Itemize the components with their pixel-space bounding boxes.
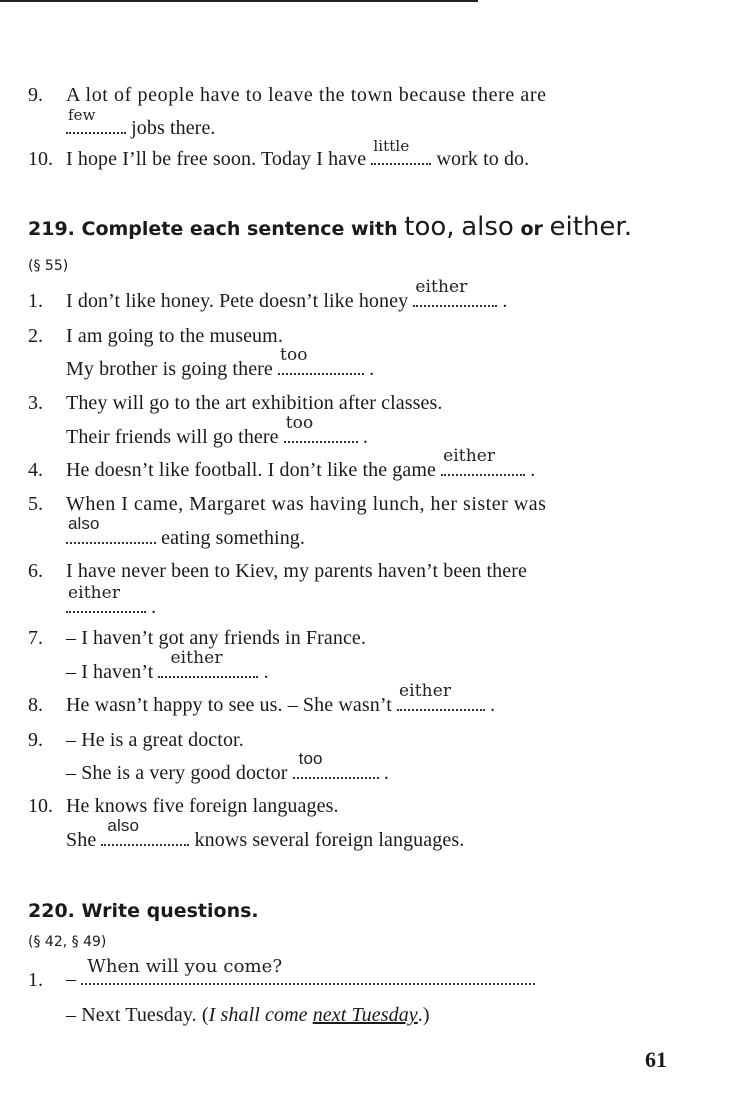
dialogue-dash: – — [66, 968, 77, 990]
item-number: 9. — [28, 84, 43, 106]
page-top-rule — [0, 0, 478, 2]
answer-blank — [371, 137, 431, 165]
grammar-reference: (§ 55) — [28, 258, 69, 274]
sentence-end: . — [263, 661, 269, 683]
answer-blank — [293, 749, 379, 779]
handwritten-answer: too — [280, 345, 308, 365]
answer-blank — [66, 514, 156, 544]
sentence-line — [66, 816, 465, 852]
item-number: 6. — [28, 560, 43, 582]
sentence-text: – She is a very good doctor — [66, 762, 288, 784]
handwritten-answer: either — [415, 277, 468, 297]
answer-blank — [441, 446, 525, 476]
answer-blank — [101, 816, 189, 846]
keyword-also: also — [461, 212, 514, 242]
sentence-text: Their friends will go there — [66, 426, 279, 448]
answer-blank — [284, 413, 358, 443]
answer-blank — [81, 956, 535, 985]
sentence-text: When I came, Margaret was having lunch, her sister was — [66, 493, 547, 515]
sentence-end: . — [362, 426, 368, 448]
item-number: 7. — [28, 627, 43, 649]
item-number: 1. — [28, 969, 43, 991]
sentence-end: . — [383, 762, 389, 784]
item-number: 10. — [28, 148, 53, 170]
answer-blank — [413, 277, 497, 307]
sentence-line — [66, 277, 508, 313]
item-number: 3. — [28, 392, 43, 414]
sentence-end: . — [502, 290, 508, 312]
item-number: 4. — [28, 459, 43, 481]
item-number: 10. — [28, 795, 53, 817]
reply-italic: I shall come — [208, 1004, 313, 1026]
exercise-219-title — [28, 212, 632, 242]
question-line — [66, 956, 535, 991]
sentence-text: I have never been to Kiev, my parents haven’t been there — [66, 560, 527, 582]
sentence-text: He doesn’t like football. I don’t like the game — [66, 459, 436, 481]
handwritten-answer: either — [443, 446, 496, 466]
handwritten-answer: either — [68, 583, 121, 603]
sentence-text: She — [66, 829, 97, 851]
sentence-line — [66, 681, 496, 717]
sentence-end: . — [151, 596, 157, 618]
sentence-end: . — [530, 459, 536, 481]
sentence-line — [66, 446, 536, 482]
reply-underlined: next Tuesday — [312, 1004, 418, 1026]
keyword-or: or — [520, 218, 543, 240]
sentence-text: I don’t like honey. Pete doesn’t like honey — [66, 290, 409, 312]
answer-blank — [158, 648, 258, 678]
answer-blank — [397, 681, 485, 711]
answer-blank — [66, 583, 146, 613]
sentence-line — [66, 648, 269, 684]
sentence-end: . — [490, 694, 496, 716]
sentence-line — [66, 749, 389, 785]
exercise-number: 220. — [28, 900, 75, 922]
item-number: 2. — [28, 325, 43, 347]
sentence-text: – He is a great doctor. — [66, 729, 244, 751]
sentence-text: He wasn’t happy to see us. – She wasn’t — [66, 694, 392, 716]
handwritten-answer: few — [68, 106, 96, 124]
handwritten-answer: too — [285, 413, 314, 433]
exercise-instruction: Complete each sentence with — [81, 218, 398, 240]
item-number: 9. — [28, 729, 43, 751]
sentence-text: jobs there. — [131, 117, 216, 139]
answer-blank — [66, 106, 126, 134]
exercise-number: 219. — [28, 218, 75, 240]
sentence-text: I hope I’ll be free soon. Today I have — [66, 148, 367, 170]
sentence-line — [66, 137, 530, 171]
answer-blank — [278, 345, 364, 375]
sentence-text: He knows five foreign languages. — [66, 795, 339, 817]
exercise-220-title — [28, 900, 259, 922]
exercise-instruction: Write questions. — [81, 900, 259, 922]
grammar-reference: (§ 42, § 49) — [28, 934, 107, 950]
reply-end: .) — [417, 1004, 430, 1026]
handwritten-answer: When will you come? — [87, 956, 283, 977]
keyword-too: too, — [404, 212, 455, 242]
sentence-text: – I haven’t got any friends in France. — [66, 627, 367, 649]
sentence-text: A lot of people have to leave the town because there are — [66, 84, 547, 106]
sentence-line — [66, 413, 368, 449]
reply-line — [66, 1004, 430, 1027]
handwritten-answer: also — [107, 816, 140, 835]
keyword-either: either. — [549, 212, 632, 242]
handwritten-answer: too — [298, 749, 323, 768]
sentence-line — [66, 514, 306, 550]
sentence-text: – I haven’t — [66, 661, 154, 683]
sentence-text: knows several foreign languages. — [194, 829, 465, 851]
handwritten-answer: either — [170, 648, 223, 668]
handwritten-answer: little — [373, 137, 410, 155]
item-number: 8. — [28, 694, 43, 716]
item-number: 5. — [28, 493, 43, 515]
handwritten-answer: also — [68, 514, 100, 533]
sentence-line — [66, 106, 216, 140]
sentence-text: work to do. — [436, 148, 530, 170]
handwritten-answer: either — [399, 681, 452, 701]
sentence-text: My brother is going there — [66, 358, 273, 380]
sentence-line — [66, 583, 157, 619]
sentence-end: . — [369, 358, 375, 380]
sentence-line — [66, 345, 375, 381]
reply-text: – Next Tuesday. ( — [66, 1004, 209, 1026]
sentence-text: They will go to the art exhibition after classes. — [66, 392, 443, 414]
item-number: 1. — [28, 290, 43, 312]
sentence-text: I am going to the museum. — [66, 325, 283, 347]
page-number: 61 — [645, 1047, 667, 1072]
sentence-text: eating something. — [161, 527, 306, 549]
